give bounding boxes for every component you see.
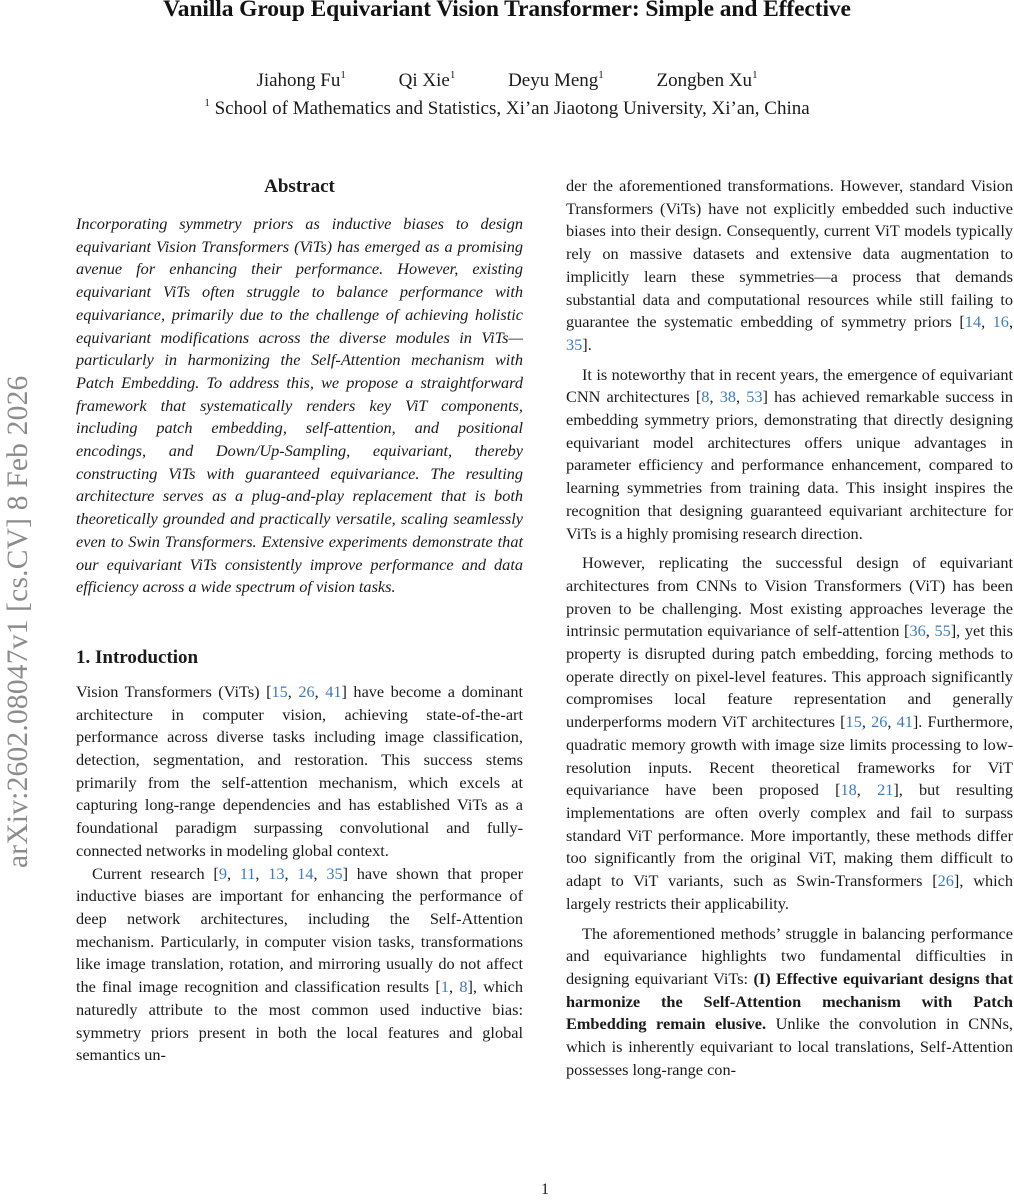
- citation-link[interactable]: 9: [218, 863, 227, 883]
- text: ,: [284, 863, 298, 883]
- text: ,: [226, 863, 240, 883]
- citation-link[interactable]: 8: [459, 977, 468, 997]
- text: ] has achieved remarkable success in embedding symmetry priors, demonstrating that directly designing equivariant model architectures offers unique advantages in parameter efficiency and performance enhancement, compared to learning symmetries from training data. This insight inspires the recognition that designing guaranteed equivariant architecture for ViTs is a highly promising research direction.: [566, 387, 1014, 543]
- author-name: Jiahong Fu: [256, 70, 341, 91]
- text: Current research [: [92, 863, 219, 883]
- text: ,: [856, 780, 878, 800]
- text: ], which naturedly attribute to the most common used inductive bias: symmetry priors present in both the local features and global semantics un-: [76, 977, 524, 1065]
- text: Unlike the convolution in CNNs, which is inherently equivariant to local translations, Self-Attention possesses long-range con-: [566, 1014, 1014, 1079]
- citation-link[interactable]: 41: [325, 681, 342, 701]
- author: [508, 69, 604, 92]
- text: However, replicating the successful design of equivariant architectures from CNNs to Vision Transformers (ViT) has been proven to be challenging. Most existing approaches leverage the intrinsic permutation equivariance of self-attention [: [566, 553, 1013, 641]
- author-name: Qi Xie: [398, 70, 450, 91]
- text: ,: [925, 621, 935, 641]
- text: der the aforementioned transformations. However, standard Vision Transformers (ViTs) have not explicitly embedded such inductive biases into their design. Consequently, current ViT models typically rely on massive datasets and extensive data augmentation to implicitly learn these symmetries—a process that demands substantial data and computational resources while still failing to guarantee the systematic embedding of symmetry priors [: [566, 176, 1013, 332]
- text: It is noteworthy that in recent years, the emergence of equivariant CNN architectures [: [566, 364, 1013, 407]
- abstract-heading: Abstract: [264, 176, 335, 197]
- key-difficulty-statement: (I) Effective equivariant designs that harmonize the Self-Attention mechanism with Patch Embedding remain elusive.: [566, 968, 1013, 1034]
- citation-link[interactable]: 15: [271, 681, 288, 701]
- text: ], but resulting implementations are often overly complex and fail to surpass standard ViT performance. More importantly, these methods differ too significantly from the original ViT, making them difficult to adapt to ViT variants, such as Swin-Transformers [: [566, 780, 1013, 891]
- text: The aforementioned methods’ struggle in balancing performance and equivariance highlights two fundamental difficulties in designing equivariant ViTs:: [566, 923, 1013, 988]
- citation-link[interactable]: 35: [326, 863, 343, 883]
- author: [399, 69, 456, 92]
- paragraph: [566, 552, 1013, 915]
- paragraph-continued: [566, 175, 1013, 357]
- text: ], which largely restricts their applicability.: [566, 871, 1013, 913]
- citation-link[interactable]: 8: [701, 387, 710, 407]
- text: ] have shown that proper inductive biases are important for enhancing the performance of deep network architectures, including the Self-Attention mechanism. Particularly, in computer vision tasks, transformations like image translation, rotation, and mirroring usually do not affect the final image recognition and classification results [: [76, 863, 524, 997]
- right-column: [566, 175, 1013, 1081]
- section-heading-introduction: 1. Introduction: [76, 646, 199, 668]
- citation-link[interactable]: 15: [845, 712, 862, 732]
- citation-link[interactable]: 53: [746, 387, 763, 407]
- author: [256, 69, 345, 92]
- text: ,: [981, 312, 993, 332]
- text: ], yet this property is disrupted during patch embedding, forcing methods to operate directly on pixel-level features. This approach significantly compromises local feature representation and generally underperforms modern ViT architectures [: [566, 621, 1013, 732]
- citation-link[interactable]: 41: [896, 712, 913, 732]
- text: ,: [861, 712, 872, 732]
- text: ,: [255, 863, 269, 883]
- text: ,: [314, 681, 326, 701]
- author: [657, 69, 758, 92]
- abstract-text: Incorporating symmetry priors as inductive biases to design equivariant Vision Transformers (ViTs) has emerged as a promising avenue for enhancing their performance. However, existing equivariant ViTs often struggle to balance performance with equivariance, primarily due to the challenge of achieving holistic equivariant modifications across the diverse modules in ViTs—particularly in harmonizing the Self-Attention mechanism with Patch Embedding. To address this, we propose a straightforward framework that systematically renders key ViT components, including patch embedding, self-attention, and positional encodings, and Down/Up-Sampling, equivariant, thereby constructing ViTs with guaranteed equivariance. The resulting architecture serves as a plug-and-play replacement that is both theoretically grounded and practically versatile, scaling seamlessly even to Swin Transformers. Extensive experiments demonstrate that our equivariant ViTs consistently improve performance and data efficiency across a wide spectrum of vision tasks.: [76, 214, 523, 597]
- text: ]. Furthermore, quadratic memory growth with image size limits processing to low-resolution inputs. Recent theoretical frameworks for ViT equivariance have been proposed [: [566, 712, 1014, 800]
- citation-link[interactable]: 55: [934, 621, 951, 641]
- text: ,: [735, 387, 747, 407]
- affiliation-mark: 1: [340, 69, 346, 81]
- citation-link[interactable]: 26: [871, 712, 888, 732]
- text: ,: [1008, 312, 1014, 332]
- affiliation-mark: 1: [449, 69, 456, 81]
- text: ,: [709, 387, 720, 407]
- citation-link[interactable]: 26: [298, 681, 315, 701]
- citation-link[interactable]: 38: [719, 387, 736, 407]
- citation-link[interactable]: 11: [239, 863, 256, 883]
- page-number: 1: [541, 1181, 549, 1198]
- citation-link[interactable]: 16: [992, 312, 1009, 332]
- citation-link[interactable]: 35: [566, 334, 583, 354]
- text: ,: [287, 681, 299, 701]
- affiliation-mark: 1: [752, 69, 758, 81]
- citation-link[interactable]: 21: [877, 780, 894, 800]
- text: ] have become a dominant architecture in computer vision, achieving state-of-the-art performance across diverse tasks including image classification, detection, segmentation, and restoration. This success stems primarily from the self-attention mechanism, which excels at capturing long-range dependencies and has established ViTs as a foundational paradigm surpassing convolutional and fully-connected networks in modeling global context.: [76, 681, 524, 860]
- text: ,: [448, 977, 460, 997]
- text: ,: [313, 863, 327, 883]
- text: Vision Transformers (ViTs) [: [76, 681, 272, 701]
- left-column: [76, 174, 523, 1067]
- citation-link[interactable]: 14: [297, 863, 314, 883]
- paragraph: [76, 863, 523, 1067]
- citation-link[interactable]: 13: [268, 863, 285, 883]
- citation-link[interactable]: 36: [909, 621, 926, 641]
- citation-link[interactable]: 1: [440, 977, 449, 997]
- citation-link[interactable]: 14: [964, 312, 982, 332]
- author-list: [0, 69, 1014, 92]
- author-name: Zongben Xu: [656, 70, 753, 91]
- citation-link[interactable]: 18: [840, 780, 857, 800]
- author-name: Deyu Meng: [508, 70, 599, 91]
- paragraph: [76, 681, 523, 863]
- paragraph: [566, 923, 1013, 1082]
- affiliation-mark: 1: [204, 97, 210, 109]
- affiliation-mark: 1: [598, 69, 604, 81]
- paragraph: [566, 364, 1013, 546]
- affiliation-text: School of Mathematics and Statistics, Xi’an Jiaotong University, Xi’an, China: [214, 98, 810, 119]
- citation-link[interactable]: 26: [937, 871, 954, 891]
- arxiv-stamp: arXiv:2602.08047v1 [cs.CV] 8 Feb 2026: [2, 375, 34, 868]
- affiliation: [0, 97, 1014, 120]
- paper-title: Vanilla Group Equivariant Vision Transformer: Simple and Effective: [163, 0, 851, 22]
- text: ,: [887, 712, 897, 732]
- text: ].: [582, 334, 592, 354]
